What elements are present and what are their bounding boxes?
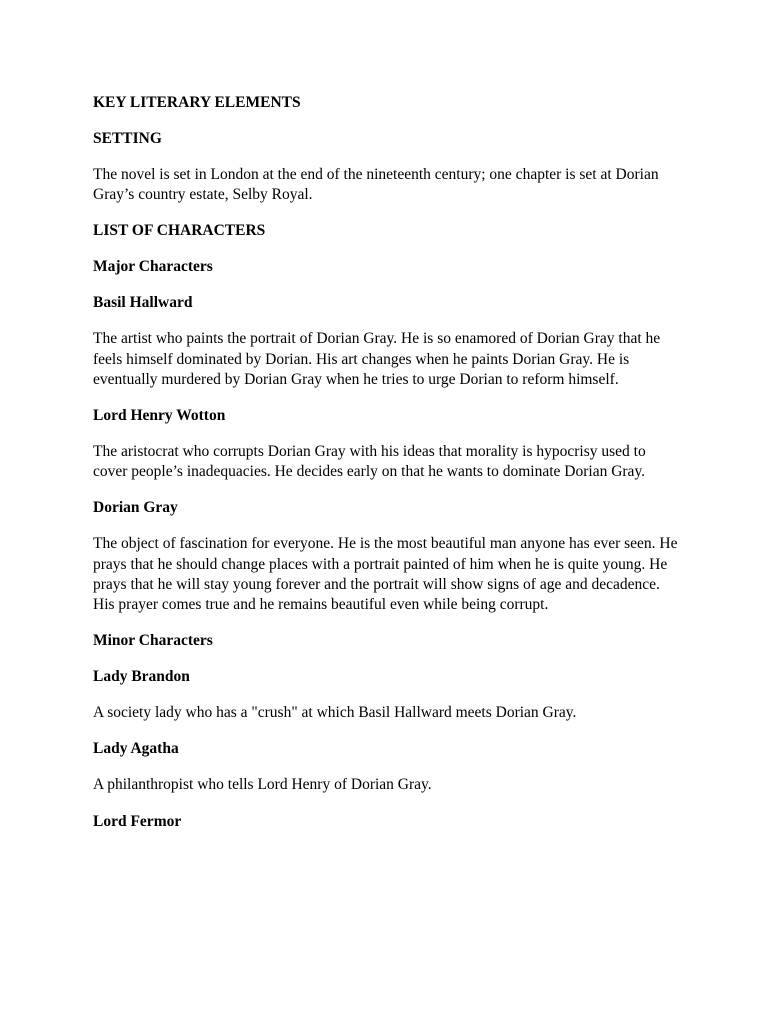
character-description-agatha: A philanthropist who tells Lord Henry of Dorian Gray. xyxy=(93,776,432,794)
character-name-henry: Lord Henry Wotton xyxy=(93,407,226,425)
character-description-basil: The artist who paints the portrait of Dorian Gray. He is so enamored of Dorian Gray that he feels himself dominated by Dorian. His art changes when he paints Dorian Gray. He is eventually murdered by Dorian Gray when he tries to urge Dorian to reform himself. xyxy=(93,330,661,388)
major-characters-heading: Major Characters xyxy=(93,258,213,276)
document-body xyxy=(93,93,683,848)
character-name-brandon: Lady Brandon xyxy=(93,668,190,686)
character-name-dorian: Dorian Gray xyxy=(93,499,178,517)
setting-paragraph: The novel is set in London at the end of the nineteenth century; one chapter is set at Dorian Gray’s country estate, Selby Royal. xyxy=(93,166,659,204)
minor-characters-heading: Minor Characters xyxy=(93,632,213,650)
characters-heading: LIST OF CHARACTERS xyxy=(93,222,266,240)
character-name-fermor: Lord Fermor xyxy=(93,812,182,830)
setting-heading: SETTING xyxy=(93,130,162,147)
character-name-agatha: Lady Agatha xyxy=(93,740,179,758)
character-description-henry: The aristocrat who corrupts Dorian Gray with his ideas that morality is hypocrisy used to cover people’s inadequacies. He decides early on that he wants to dominate Dorian Gray. xyxy=(93,443,646,481)
character-description-dorian: The object of fascination for everyone. He is the most beautiful man anyone has ever seen. He prays that he should change places with a portrait painted of him when he is quite young. He prays that he will stay young forever and the portrait will show signs of age and decadence. His prayer comes true and he remains beautiful even while being corrupt. xyxy=(93,535,678,614)
document-title: KEY LITERARY ELEMENTS xyxy=(93,94,301,111)
character-name-basil: Basil Hallward xyxy=(93,294,193,312)
character-description-brandon: A society lady who has a "crush" at which Basil Hallward meets Dorian Gray. xyxy=(93,704,577,722)
